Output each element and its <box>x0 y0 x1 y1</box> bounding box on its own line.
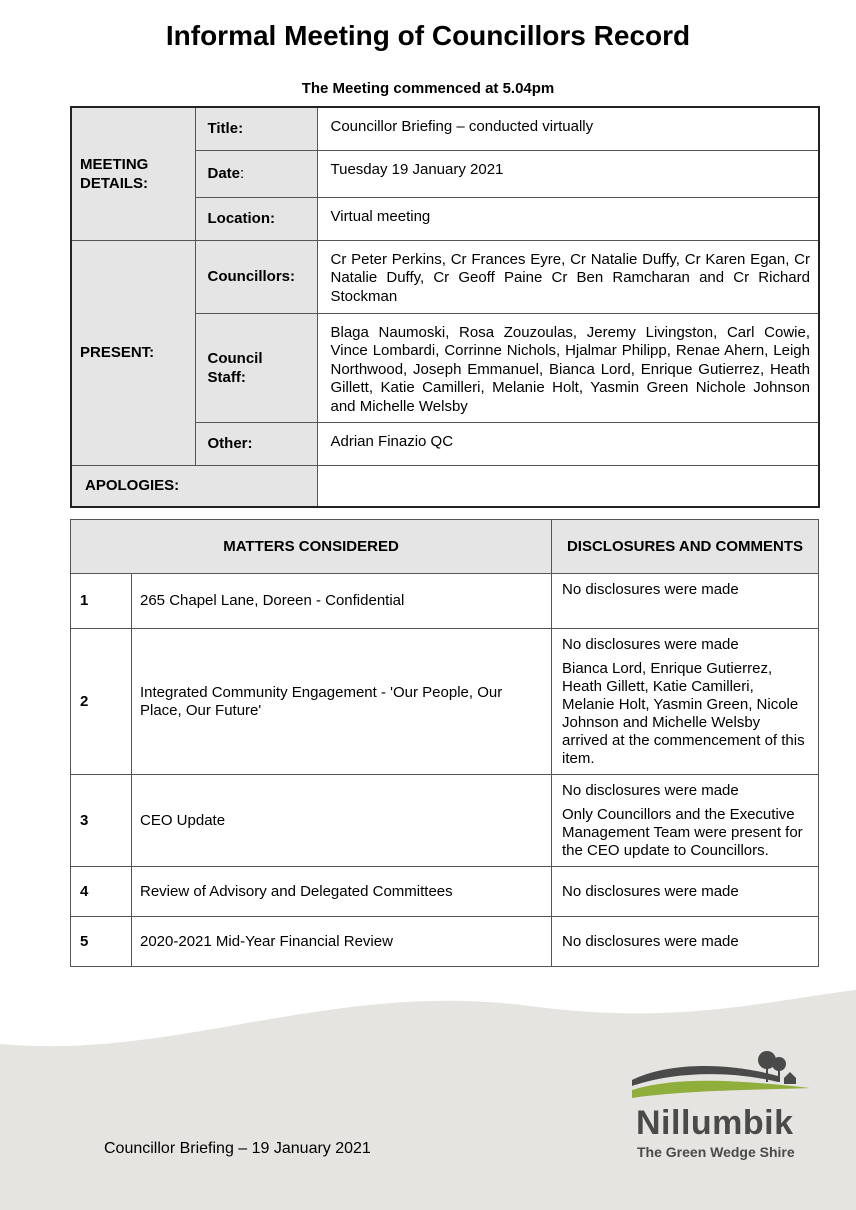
table-row <box>71 917 819 967</box>
item-comment: No disclosures were made <box>562 882 739 900</box>
item-title: CEO Update <box>132 775 552 867</box>
apologies-label: APOLOGIES: <box>71 465 317 507</box>
location-value: Virtual meeting <box>317 197 819 240</box>
date-label-cell <box>195 150 317 197</box>
table-row <box>71 574 819 629</box>
item-comment: No disclosures were made <box>562 581 739 598</box>
meeting-details-section-label: MEETING DETAILS: <box>71 107 195 240</box>
matters-header-row <box>71 520 819 574</box>
other-label: Other: <box>195 422 317 465</box>
table-row <box>71 629 819 775</box>
councillors-row <box>71 240 819 313</box>
footer-text: Councillor Briefing – 19 January 2021 <box>104 1140 371 1157</box>
item-comment: No disclosures were made <box>562 932 739 950</box>
item-comment: No disclosures were made <box>562 782 739 799</box>
item-title: 265 Chapel Lane, Doreen - Confidential <box>132 574 552 629</box>
item-comment: No disclosures were made <box>562 636 739 653</box>
item-note: Only Councillors and the Executive Management Team were present for the CEO update to Councillors. <box>562 806 803 859</box>
councillors-value: Cr Peter Perkins, Cr Frances Eyre, Cr Natalie Duffy, Cr Karen Egan, Cr Natalie Duffy, Cr Geoff Paine Cr Ben Ramcharan and Cr Richard Stockman <box>317 240 819 313</box>
title-label: Title: <box>195 107 317 150</box>
meeting-details-table <box>70 106 820 508</box>
table-row <box>71 775 819 867</box>
table-row <box>71 867 819 917</box>
location-label: Location: <box>195 197 317 240</box>
apologies-value <box>317 465 819 507</box>
item-number: 1 <box>71 574 132 629</box>
item-comment-cell <box>552 917 819 967</box>
item-note: Bianca Lord, Enrique Gutierrez, Heath Gillett, Katie Camilleri, Melanie Holt, Yasmin Green, Nicole Johnson and Michelle Welsby arrived at the commencement of this item. <box>562 660 805 767</box>
item-comment-cell <box>552 775 819 867</box>
date-value: Tuesday 19 January 2021 <box>317 150 819 197</box>
item-number: 5 <box>71 917 132 967</box>
meeting-commenced-text: The Meeting commenced at 5.04pm <box>301 80 555 97</box>
item-title: Integrated Community Engagement - 'Our People, Our Place, Our Future' <box>132 629 552 775</box>
document-title: Informal Meeting of Councillors Record <box>165 20 691 51</box>
councillors-label: Councillors: <box>195 240 317 313</box>
item-comment-cell <box>552 629 819 775</box>
item-title: 2020-2021 Mid-Year Financial Review <box>132 917 552 967</box>
item-comment-cell <box>552 867 819 917</box>
matters-considered-table <box>70 519 819 967</box>
council-staff-label: Council Staff: <box>195 313 317 422</box>
logo-tagline: The Green Wedge Shire <box>637 1144 795 1160</box>
date-label: Date <box>207 165 241 182</box>
other-value: Adrian Finazio QC <box>317 422 819 465</box>
item-number: 4 <box>71 867 132 917</box>
item-number: 3 <box>71 775 132 867</box>
title-row <box>71 107 819 150</box>
title-value: Councillor Briefing – conducted virtually <box>317 107 819 150</box>
present-section-label: PRESENT: <box>71 240 195 465</box>
item-title: Review of Advisory and Delegated Committees <box>132 867 552 917</box>
item-comment-cell <box>552 574 819 629</box>
item-number: 2 <box>71 629 132 775</box>
council-staff-value: Blaga Naumoski, Rosa Zouzoulas, Jeremy Livingston, Carl Cowie, Vince Lombardi, Corrinne Nichols, Hjalmar Philipp, Renae Ahern, Leigh Northwood, Joseph Emmanuel, Bianca Lord, Enrique Gutierrez, Heath Gillett, Katie Camilleri, Melanie Holt, Yasmin Green Nichole Johnson and Michelle Welsby <box>317 313 819 422</box>
matters-considered-header: MATTERS CONSIDERED <box>71 520 552 574</box>
disclosures-comments-header: DISCLOSURES AND COMMENTS <box>552 520 819 574</box>
apologies-row <box>71 465 819 507</box>
date-label-colon: : <box>240 165 245 182</box>
logo-name: Nillumbik <box>636 1104 794 1142</box>
